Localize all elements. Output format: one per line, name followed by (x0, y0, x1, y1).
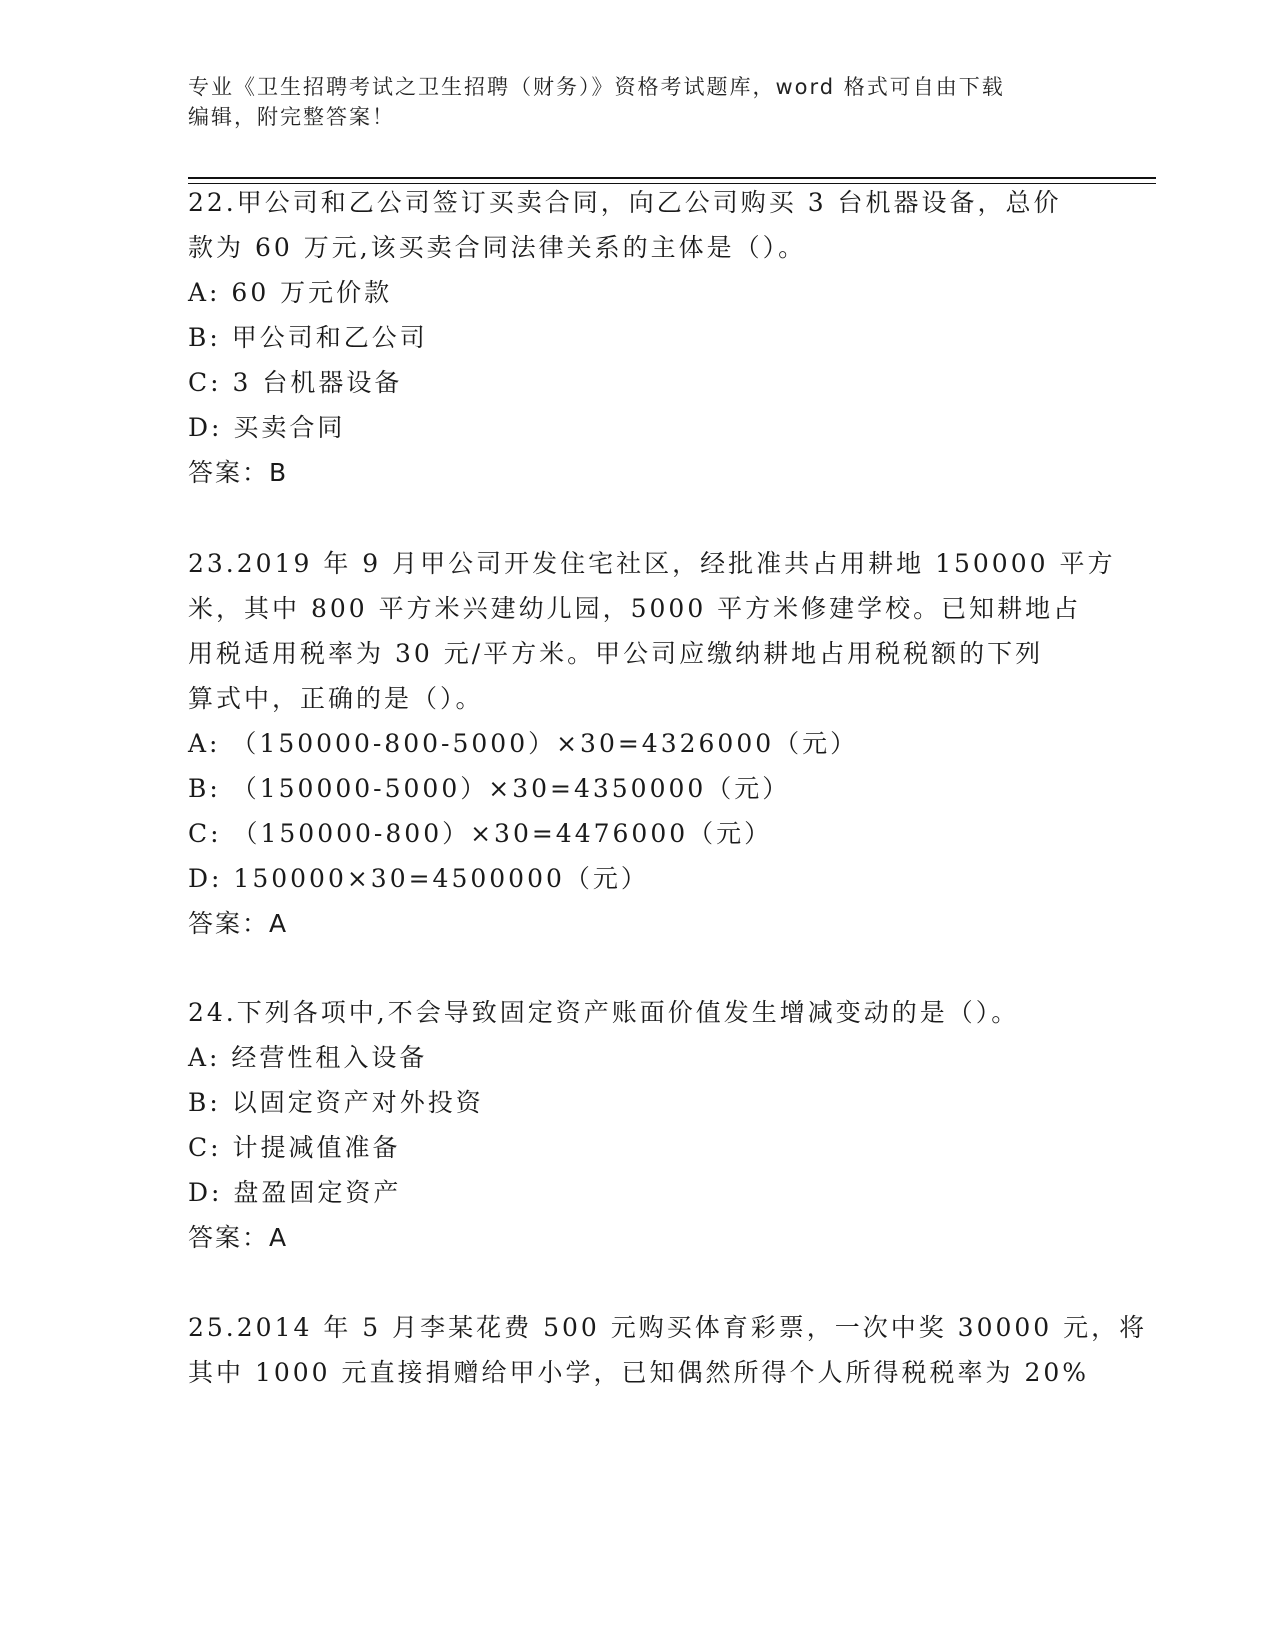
question-stem-line: 其中 1000 元直接捐赠给甲小学，已知偶然所得个人所得税税率为 20% (188, 1358, 1090, 1387)
option-b: B: （150000-5000）×30=4350000（元） (188, 774, 791, 803)
header-line-2: 编辑，附完整答案！ (188, 105, 395, 129)
question-25 (188, 1305, 1148, 1395)
option-a: A: 60 万元价款 (188, 278, 393, 307)
question-stem-line: 25.2014 年 5 月李某花费 500 元购买体育彩票，一次中奖 30000 元，将 (188, 1313, 1148, 1342)
option-d: D: 盘盈固定资产 (188, 1178, 402, 1207)
header-line-1: 专业《卫生招聘考试之卫生招聘（财务）》资格考试题库，word 格式可自由下载 (188, 75, 1005, 99)
option-a: A: 经营性租入设备 (188, 1043, 428, 1072)
question-24 (188, 990, 1088, 1260)
option-d: D: 买卖合同 (188, 413, 346, 442)
option-b: B: 甲公司和乙公司 (188, 323, 428, 352)
answer-line: 答案：B (188, 458, 289, 487)
question-stem-line: 22.甲公司和乙公司签订买卖合同，向乙公司购买 3 台机器设备，总价 (188, 188, 1062, 217)
question-23 (188, 541, 1116, 946)
option-a: A: （150000-800-5000）×30=4326000（元） (188, 729, 859, 758)
option-c: C: 计提减值准备 (188, 1133, 401, 1162)
option-d: D: 150000×30=4500000（元） (188, 864, 649, 893)
answer-line: 答案：A (188, 1223, 289, 1252)
question-stem-line: 米，其中 800 平方米兴建幼儿园，5000 平方米修建学校。已知耕地占 (188, 594, 1082, 623)
question-stem-line: 用税适用税率为 30 元/平方米。甲公司应缴纳耕地占用税税额的下列 (188, 639, 1044, 668)
question-stem-line: 24.下列各项中,不会导致固定资产账面价值发生增减变动的是（）。 (188, 998, 1020, 1027)
question-stem-line: 款为 60 万元,该买卖合同法律关系的主体是（）。 (188, 233, 807, 262)
header-divider-thick (188, 177, 1156, 179)
question-stem-line: 23.2019 年 9 月甲公司开发住宅社区，经批准共占用耕地 150000 平方 (188, 549, 1116, 578)
question-22 (188, 180, 1088, 495)
document-header (188, 72, 1088, 132)
answer-line: 答案：A (188, 909, 289, 938)
option-b: B: 以固定资产对外投资 (188, 1088, 484, 1117)
option-c: C: 3 台机器设备 (188, 368, 403, 397)
question-stem-line: 算式中，正确的是（）。 (188, 684, 484, 713)
option-c: C: （150000-800）×30=4476000（元） (188, 819, 773, 848)
